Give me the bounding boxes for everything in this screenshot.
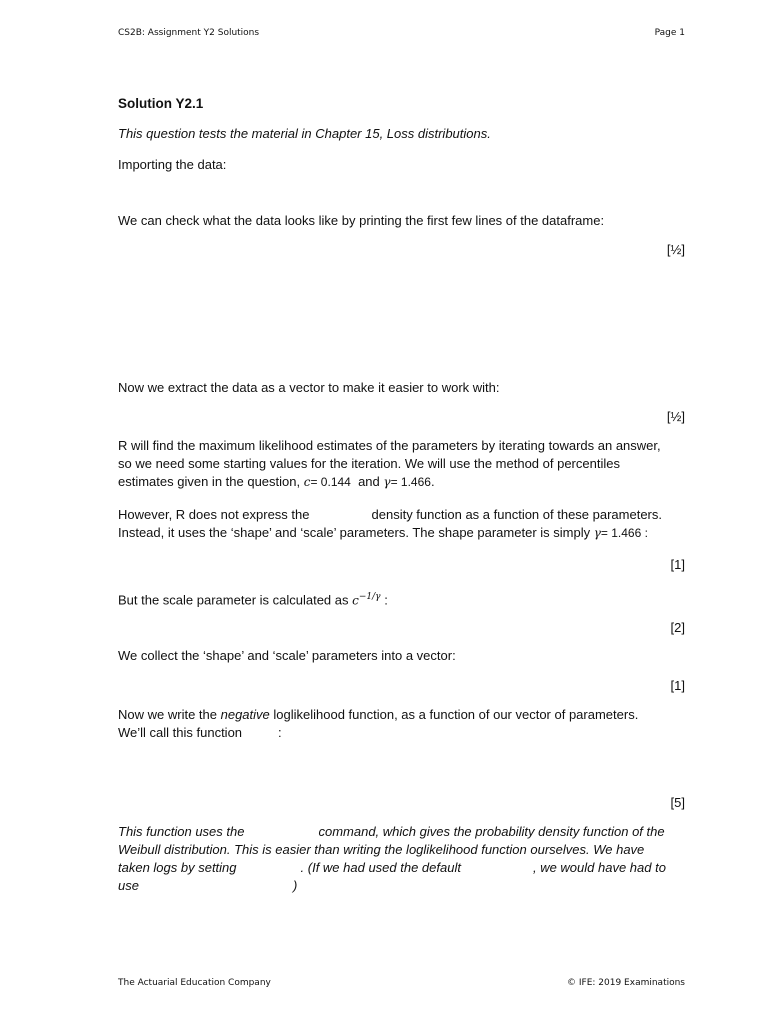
mark-5: [5] [670,795,685,810]
scale-text [118,588,686,609]
scale-expr: c [352,593,359,608]
instead-text: Instead, it uses the ‘shape’ and ‘scale’ parameters. The shape parameter is simply [118,525,591,540]
neg-text-b: loglikelihood function, as a function of our vector of parameters. [273,707,639,722]
note-line-4 [118,877,686,895]
gamma-value: = 1.466 [390,475,431,489]
mark-2: [2] [670,620,685,635]
shape-value: = 1.466 : [600,526,648,540]
however-text-b: density function as a function of these parameters. [371,507,663,522]
note-l3-a: taken logs by setting [118,860,237,875]
gamma-symbol-2: γ [593,526,601,540]
mle-period: . [430,474,435,489]
however-line [118,506,686,524]
mle-paragraph [118,437,686,491]
mark-half-1: [½] [666,242,685,257]
note-line-1 [118,823,686,841]
call-text-a: We’ll call this function [118,725,243,740]
however-text-a: However, R does not express the [118,507,310,522]
mle-line-1: R will find the maximum likelihood estimates of the parameters by iterating towards an answer, [118,438,661,453]
note-l1-b: command, which gives the probability density function of the [318,824,665,839]
mle-line-2: so we need some starting values for the iteration. We will use the method of percentiles [118,456,620,471]
note-l3-c: , we would have had to [532,860,666,875]
note-line-3 [118,859,686,877]
neg-italic: negative [220,707,270,722]
note-paragraph [118,823,686,895]
call-line [118,724,686,742]
however-paragraph [118,506,686,542]
neg-text-a: Now we write the [118,707,217,722]
mle-line-3-text: estimates given in the question, [118,474,301,489]
check-text: We can check what the data looks like by printing the first few lines of the dataframe: [118,213,605,228]
note-line-2: Weibull distribution. This is easier than writing the loglikelihood function ourselves. We have [118,842,645,857]
scale-text-a: But the scale parameter is calculated as [118,592,349,608]
c-symbol: c [303,475,311,489]
collect-text: We collect the ‘shape’ and ‘scale’ parameters into a vector: [118,648,456,663]
extract-text: Now we extract the data as a vector to make it easier to work with: [118,380,500,395]
scale-colon: : [384,592,388,608]
solution-title: Solution Y2.1 [118,96,204,111]
gamma-symbol: γ [383,475,391,489]
mark-1b: [1] [670,678,685,693]
footer-left: The Actuarial Education Company [118,978,271,988]
negloglik-paragraph [118,706,686,742]
page-number: Page 1 [654,28,685,38]
note-l4-a: use [118,878,139,893]
note-l3-b: . (If we had used the default [300,860,461,875]
importing-text: Importing the data: [118,157,227,172]
call-colon: : [278,725,282,740]
note-l4-b: ) [292,878,298,893]
note-l1-a: This function uses the [118,824,245,839]
header-left: CS2B: Assignment Y2 Solutions [118,28,260,38]
and-text: and [358,474,380,489]
intro-text: This question tests the material in Chapter 15, Loss distributions. [118,126,491,141]
footer-right: © IFE: 2019 Examinations [567,978,685,988]
neg-line [118,706,686,724]
mark-half-2: [½] [666,409,685,424]
instead-line [118,524,686,542]
mle-line-3 [118,473,686,491]
c-value: = 0.144 [310,475,351,489]
scale-exponent: −1/γ [358,592,381,602]
mark-1a: [1] [670,557,685,572]
